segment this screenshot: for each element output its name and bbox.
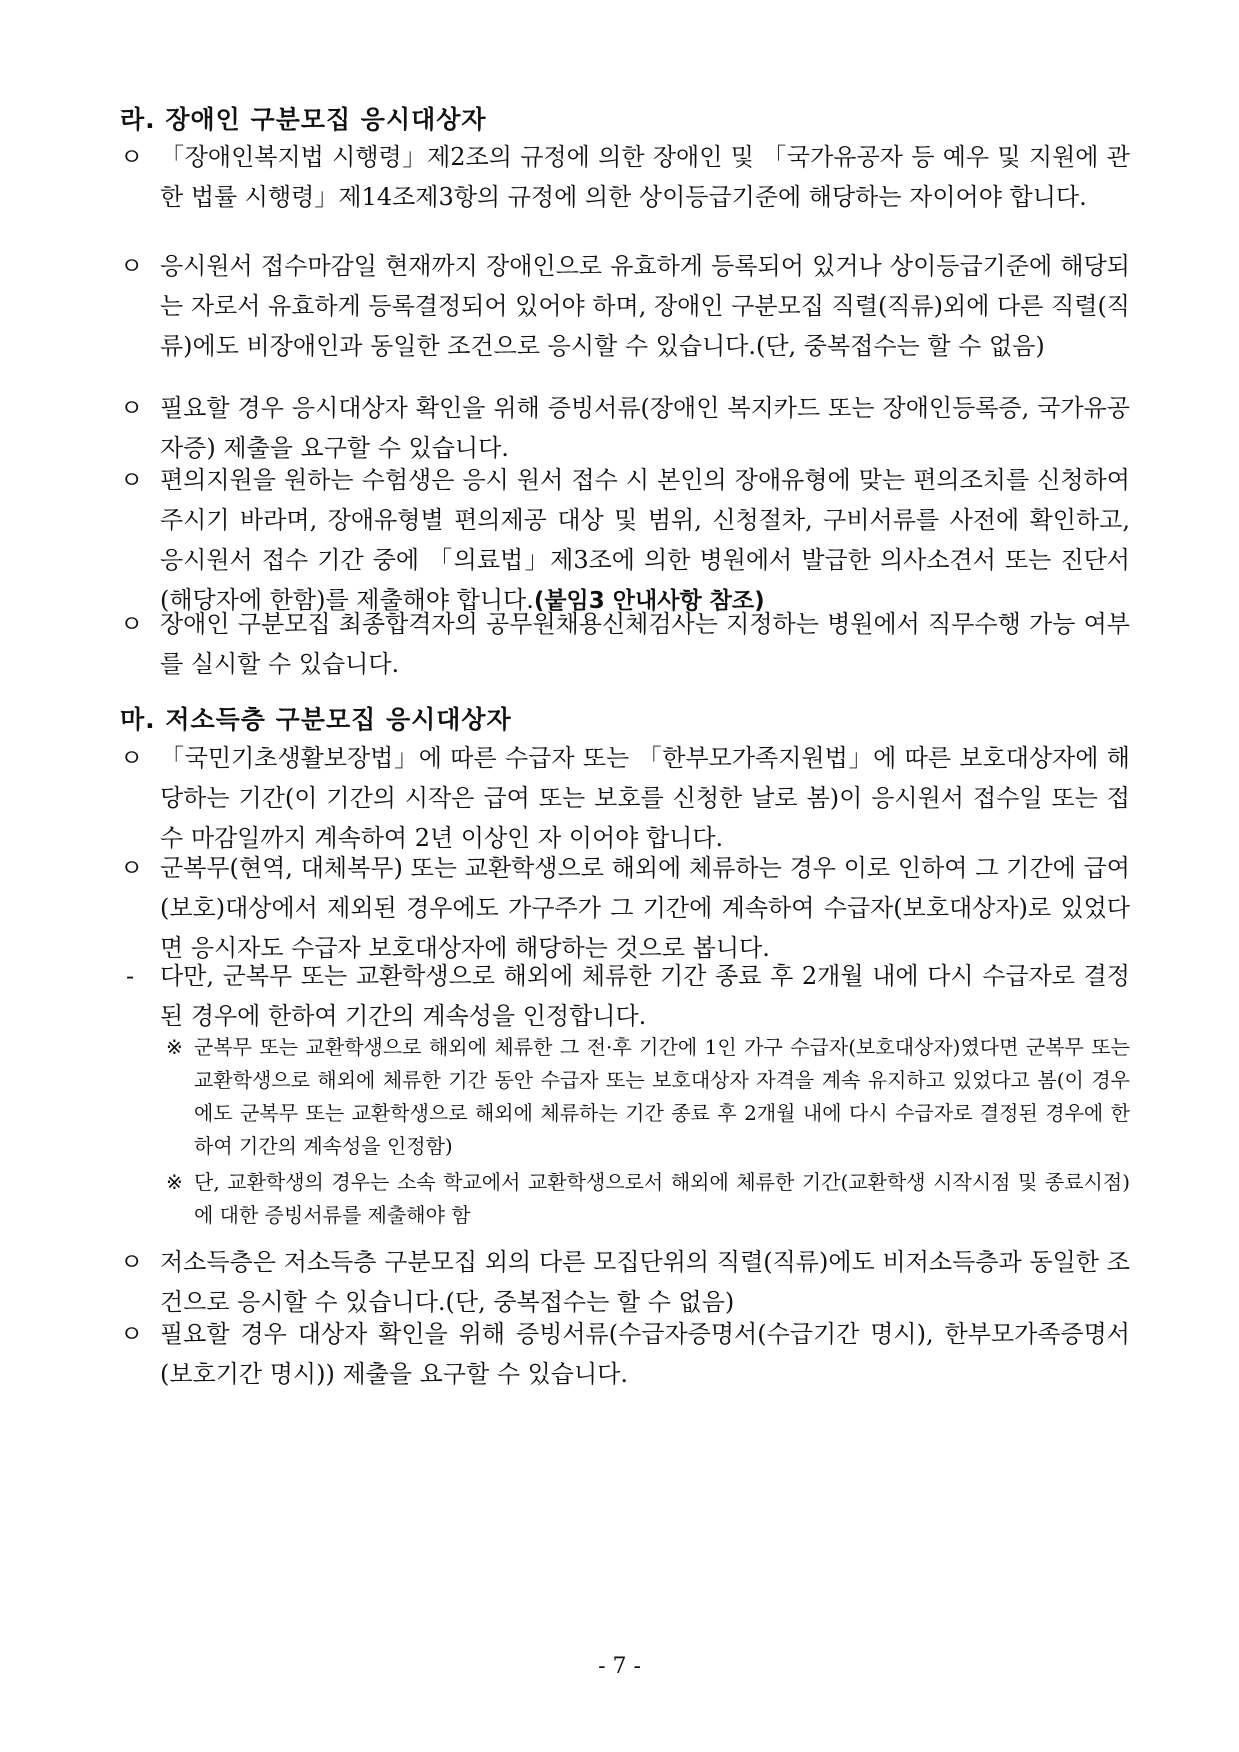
item-text: 군복무(현역, 대체복무) 또는 교환학생으로 해외에 체류하는 경우 이로 인하여 그 기간에 급여(보호)대상에서 제외된 경우에도 가구주가 그 기간에 계속하여 수급자(보호대상자)로 있었다면 응시자도 수급자 보호대상자에 해당하는 것으로 봅니다. [160,854,1130,962]
section-title-disabled: 라. 장애인 구분모집 응시대상자 [120,105,487,134]
bullet-marker: ㅇ [120,394,144,422]
list-item [120,137,1130,217]
item-text: 저소득층은 저소득층 구분모집 외의 다른 모집단위의 직렬(직류)에도 비저소득층과 동일한 조건으로 응시할 수 있습니다.(단, 중복접수는 할 수 없음) [160,1248,1130,1316]
item-text: 장애인 구분모집 최종합격자의 공무원채용신체검사는 지정하는 병원에서 직무수행 가능 여부를 실시할 수 있습니다. [160,610,1130,678]
item-text: 응시원서 접수마감일 현재까지 장애인으로 유효하게 등록되어 있거나 상이등급기준에 해당되는 자로서 유효하게 등록결정되어 있어야 하며, 장애인 구분모집 직렬(직류)외에 다른 직렬(직류)에도 비장애인과 동일한 조건으로 응시할 수 있습니다.(단, 중복접수는 할 수 없음) [160,252,1130,360]
list-item [120,956,1130,1036]
item-text: 다만, 군복무 또는 교환학생으로 해외에 체류한 기간 종료 후 2개월 내에 다시 수급자로 결정된 경우에 한하여 기간의 계속성을 인정합니다. [160,962,1130,1030]
bullet-marker: ㅇ [120,1320,144,1348]
page-number: - 7 - [598,1654,641,1679]
note-marker: ※ [166,1035,183,1059]
dash-marker: - [126,962,135,990]
attachment-reference: (붙임3 안내사항 참조) [533,588,765,614]
item-text: 「장애인복지법 시행령」제2조의 규정에 의한 장애인 및 「국가유공자 등 예우 및 지원에 관한 법률 시행령」제14조제3항의 규정에 의한 상이등급기준에 해당하는 자이어야 합니다. [160,143,1130,211]
note-item [166,1166,1130,1232]
item-text: 필요할 경우 대상자 확인을 위해 증빙서류(수급자증명서(수급기간 명시), 한부모가족증명서(보호기간 명시)) 제출을 요구할 수 있습니다. [160,1320,1130,1388]
list-item [120,1314,1130,1394]
bullet-marker: ㅇ [120,466,144,494]
item-text: 「국민기초생활보장법」에 따른 수급자 또는 「한부모가족지원법」에 따른 보호대상자에 해당하는 기간(이 기간의 시작은 급여 또는 보호를 신청한 날로 봄)이 응시원서 접수일 또는 접수 마감일까지 계속하여 2년 이상인 자 이어야 합니다. [160,744,1130,852]
note-item [166,1031,1130,1163]
note-marker: ※ [166,1170,183,1194]
list-item [120,604,1130,684]
list-item [120,1242,1130,1322]
bullet-marker: ㅇ [120,744,144,772]
section-title-low-income: 마. 저소득층 구분모집 응시대상자 [120,705,512,734]
list-item [120,246,1130,366]
bullet-marker: ㅇ [120,1248,144,1276]
list-item [120,388,1130,468]
item-text: 편의지원을 원하는 수험생은 응시 원서 접수 시 본인의 장애유형에 맞는 편의조치를 신청하여 주시기 바라며, 장애유형별 편의제공 대상 및 범위, 신청절차, 구비서류를 사전에 확인하고, 응시원서 접수 기간 중에 「의료법」제3조에 의한 병원에서 발급한 의사소견서 또는 진단서(해당자에 한함)를 제출해야 합니다. [160,466,1130,614]
list-item [120,848,1130,968]
bullet-marker: ㅇ [120,854,144,882]
bullet-marker: ㅇ [120,610,144,638]
item-text: 필요할 경우 응시대상자 확인을 위해 증빙서류(장애인 복지카드 또는 장애인등록증, 국가유공자증) 제출을 요구할 수 있습니다. [160,394,1130,462]
list-item [120,460,1130,621]
note-text: 군복무 또는 교환학생으로 해외에 체류한 그 전·후 기간에 1인 가구 수급자(보호대상자)였다면 군복무 또는 교환학생으로 해외에 체류한 기간 동안 수급자 또는 보호대상자 자격을 계속 유지하고 있었다고 봄(이 경우에도 군복무 또는 교환학생으로 해외에 체류하는 기간 종료 후 2개월 내에 다시 수급자로 결정된 경우에 한하여 기간의 계속성을 인정함) [194,1035,1130,1158]
list-item [120,738,1130,858]
bullet-marker: ㅇ [120,143,144,171]
note-text: 단, 교환학생의 경우는 소속 학교에서 교환학생으로서 해외에 체류한 기간(교환학생 시작시점 및 종료시점)에 대한 증빙서류를 제출해야 함 [194,1170,1130,1227]
bullet-marker: ㅇ [120,252,144,280]
